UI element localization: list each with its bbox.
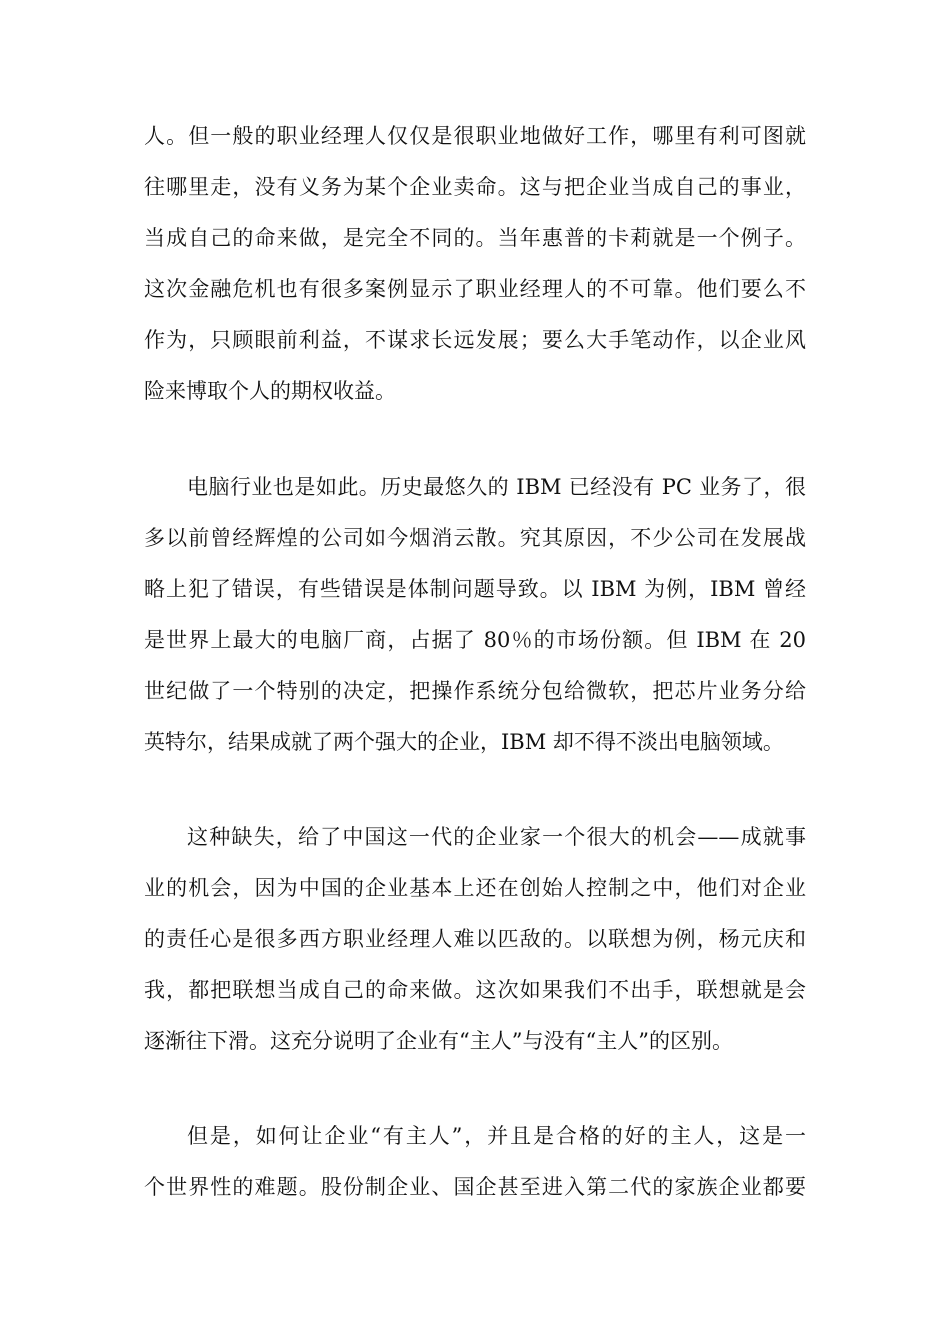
paragraph-2-line-4: 是世界上最大的电脑厂商，占据了 80％的市场份额。但 IBM 在 20 (144, 628, 806, 652)
paragraph-4-line-2: 个世界性的难题。股份制企业、国企甚至进入第二代的家族企业都要 (144, 1175, 806, 1199)
paragraph-3-line-4: 我，都把联想当成自己的命来做。这次如果我们不出手，联想就是会 (144, 978, 806, 1002)
paragraph-3-line-5: 逐渐往下滑。这充分说明了企业有“主人”与没有“主人”的区别。 (144, 1029, 733, 1053)
paragraph-3-line-1: 这种缺失，给了中国这一代的企业家一个很大的机会——成就事 (187, 825, 806, 849)
paragraph-2-line-6: 英特尔，结果成就了两个强大的企业，IBM 却不得不淡出电脑领域。 (144, 730, 784, 754)
paragraph-3-line-3: 的责任心是很多西方职业经理人难以匹敌的。以联想为例，杨元庆和 (144, 927, 806, 951)
paragraph-1-line-3: 当成自己的命来做，是完全不同的。当年惠普的卡莉就是一个例子。 (144, 226, 806, 250)
paragraph-1-line-6: 险来博取个人的期权收益。 (144, 379, 396, 403)
paragraph-2-line-1: 电脑行业也是如此。历史最悠久的 IBM 已经没有 PC 业务了，很 (187, 475, 806, 499)
paragraph-2-line-2: 多以前曾经辉煌的公司如今烟消云散。究其原因，不少公司在发展战 (144, 526, 806, 550)
paragraph-1-line-4: 这次金融危机也有很多案例显示了职业经理人的不可靠。他们要么不 (144, 277, 806, 301)
paragraph-2-line-5: 世纪做了一个特别的决定，把操作系统分包给微软，把芯片业务分给 (144, 679, 806, 703)
paragraph-2-line-3: 略上犯了错误，有些错误是体制问题导致。以 IBM 为例，IBM 曾经 (144, 577, 806, 601)
paragraph-1-line-1: 人。但一般的职业经理人仅仅是很职业地做好工作，哪里有利可图就 (144, 124, 806, 148)
paragraph-1-line-5: 作为，只顾眼前利益，不谋求长远发展；要么大手笔动作，以企业风 (144, 328, 806, 352)
paragraph-4-line-1: 但是，如何让企业“有主人”，并且是合格的好的主人，这是一 (187, 1124, 806, 1148)
paragraph-3-line-2: 业的机会，因为中国的企业基本上还在创始人控制之中，他们对企业 (144, 876, 806, 900)
paragraph-1-line-2: 往哪里走，没有义务为某个企业卖命。这与把企业当成自己的事业， (144, 175, 806, 199)
